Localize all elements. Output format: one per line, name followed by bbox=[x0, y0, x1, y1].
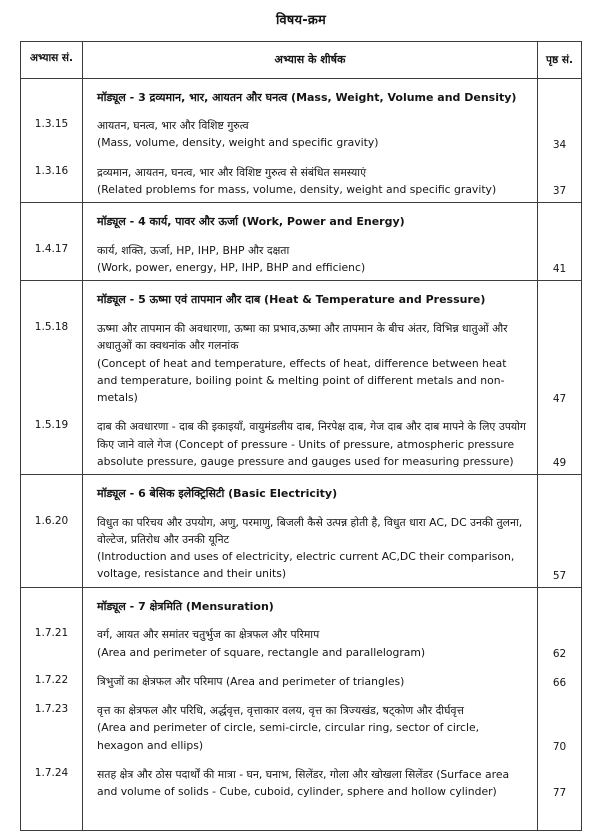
page-number-value: 49 bbox=[552, 457, 567, 470]
title-line-hindi: कार्य, शक्ति, ऊर्जा, HP, IHP, BHP और दक्षता bbox=[97, 243, 290, 257]
exercise-number: 1.7.21 bbox=[21, 618, 83, 665]
page-number bbox=[537, 758, 581, 805]
empty-cell bbox=[537, 203, 581, 234]
toc-row bbox=[21, 506, 581, 587]
exercise-title bbox=[83, 618, 537, 665]
toc-table bbox=[20, 41, 582, 831]
page-number-value: 47 bbox=[552, 393, 567, 406]
module-section-5 bbox=[21, 281, 581, 475]
toc-row bbox=[21, 665, 581, 694]
title-line-hindi: द्रव्यमान, आयतन, घनत्व, भार और विशिष्ट गुरुत्व से संबंधित समस्याएं bbox=[97, 165, 367, 179]
module-section-6 bbox=[21, 475, 581, 588]
module-section-4 bbox=[21, 203, 581, 281]
empty-cell bbox=[21, 79, 83, 110]
page-title: विषय-क्रम bbox=[275, 13, 326, 28]
exercise-number: 1.5.19 bbox=[21, 410, 83, 474]
empty-cell bbox=[83, 804, 537, 830]
exercise-title bbox=[83, 410, 537, 474]
toc-row bbox=[21, 694, 581, 758]
exercise-number: 1.3.16 bbox=[21, 156, 83, 203]
exercise-title bbox=[83, 506, 537, 587]
title-line-english: (Concept of heat and temperature, effects of heat, difference between heat and temperature, boiling point & melting point of different metals and non-metals) bbox=[97, 356, 507, 405]
title-line-hindi: ऊष्मा और तापमान की अवधारणा, ऊष्मा का प्रभाव,ऊष्मा और तापमान के बीच अंतर, विभिन्न धातुओं और अधातुओं का क्वथनांक और गलनांक bbox=[97, 321, 508, 353]
exercise-number: 1.5.18 bbox=[21, 312, 83, 410]
page-number-value: 34 bbox=[552, 138, 567, 151]
page-number-value: 77 bbox=[552, 787, 567, 800]
exercise-title bbox=[83, 665, 537, 694]
module-title: मॉड्यूल - 6 बेसिक इलेक्ट्रिसिटी (Basic Electricity) bbox=[97, 487, 338, 501]
module-header-row bbox=[21, 281, 581, 312]
module-title: मॉड्यूल - 5 ऊष्मा एवं तापमान और दाब (Heat & Temperature and Pressure) bbox=[97, 293, 486, 307]
header-page-no: पृष्ठ सं. bbox=[537, 42, 581, 78]
empty-cell bbox=[21, 588, 83, 619]
exercise-title bbox=[83, 312, 537, 410]
module-section-3 bbox=[21, 79, 581, 204]
empty-cell bbox=[21, 804, 83, 830]
title-line-english: (Mass, volume, density, weight and specific gravity) bbox=[97, 136, 379, 150]
module-title: मॉड्यूल - 4 कार्य, पावर और ऊर्जा (Work, Power and Energy) bbox=[97, 215, 405, 229]
exercise-number: 1.4.17 bbox=[21, 234, 83, 281]
page-number bbox=[537, 234, 581, 281]
page-number-value: 70 bbox=[552, 740, 567, 753]
empty-cell bbox=[537, 804, 581, 830]
exercise-title bbox=[83, 758, 537, 805]
toc-row bbox=[21, 312, 581, 410]
title-line-mixed: त्रिभुजों का क्षेत्रफल और परिमाप (Area and perimeter of triangles) bbox=[97, 674, 405, 688]
title-line-english: (Area and perimeter of circle, semi-circle, circular ring, sector of circle, hexagon and ellips) bbox=[97, 721, 480, 752]
title-line-english: (Work, power, energy, HP, IHP, BHP and efficienc) bbox=[97, 261, 366, 275]
header-exercise-title: अभ्यास के शीर्षक bbox=[274, 53, 346, 66]
empty-cell bbox=[537, 281, 581, 312]
page-number bbox=[537, 410, 581, 474]
empty-cell bbox=[21, 281, 83, 312]
module-title: मॉड्यूल - 7 क्षेत्रमिति (Mensuration) bbox=[97, 599, 274, 613]
exercise-title bbox=[83, 156, 537, 203]
page-number-value: 62 bbox=[552, 647, 567, 660]
toc-row bbox=[21, 758, 581, 805]
page-number bbox=[537, 109, 581, 156]
empty-cell bbox=[537, 588, 581, 619]
module-header-row bbox=[21, 475, 581, 506]
exercise-title bbox=[83, 234, 537, 281]
empty-cell bbox=[537, 79, 581, 110]
exercise-number: 1.7.24 bbox=[21, 758, 83, 805]
module-section-7 bbox=[21, 588, 581, 831]
exercise-number: 1.3.15 bbox=[21, 109, 83, 156]
title-line-english: (Introduction and uses of electricity, electric current AC,DC their comparison, voltage, resistance and their units) bbox=[97, 550, 515, 581]
header-exercise-no: अभ्यास सं. bbox=[21, 42, 83, 78]
title-line-mixed: दाब की अवधारणा - दाब की इकाइयाँ, वायुमंडलीय दाब, निरपेक्ष दाब, गेज दाब और दाब मापने के लिए उपयोग किए जाने वाले गेज (Concept of pressure - Units of pressure, atmospheric pressure absolute pressure, gauge pressure and gauges used for measuring pressure) bbox=[97, 420, 527, 468]
module-header-row bbox=[21, 79, 581, 110]
page-number bbox=[537, 694, 581, 758]
exercise-title bbox=[83, 109, 537, 156]
page-number-value: 41 bbox=[552, 263, 567, 276]
page-number bbox=[537, 312, 581, 410]
title-line-hindi: आयतन, घनत्व, भार और विशिष्ट गुरुत्व bbox=[97, 119, 249, 133]
exercise-number: 1.6.20 bbox=[21, 506, 83, 587]
title-line-english: (Area and perimeter of square, rectangle and parallelogram) bbox=[97, 645, 426, 659]
page-number-value: 66 bbox=[552, 677, 567, 690]
toc-row bbox=[21, 156, 581, 203]
title-line-mixed: सतह क्षेत्र और ठोस पदार्थों की मात्रा - घन, घनाभ, सिलेंडर, गोला और खोखला सिलेंडर (Surface area and volume of solids - Cube, cuboid, cylinder, sphere and hollow cylinder) bbox=[97, 767, 510, 799]
page-number-value: 57 bbox=[552, 569, 567, 582]
spacer-row bbox=[21, 804, 581, 830]
toc-row bbox=[21, 410, 581, 474]
module-header-row bbox=[21, 588, 581, 619]
toc-row bbox=[21, 618, 581, 665]
module-title: मॉड्यूल - 3 द्रव्यमान, भार, आयतन और घनत्व (Mass, Weight, Volume and Density) bbox=[97, 90, 517, 104]
title-line-hindi: विधुत का परिचय और उपयोग, अणु, परमाणु, बिजली कैसे उत्पन्न होती है, विधुत धारा AC, DC उनकी तुलना, वोल्टेज, प्रतिरोध और उनकी यूनिट bbox=[97, 515, 523, 546]
module-header-row bbox=[21, 203, 581, 234]
exercise-title bbox=[83, 694, 537, 758]
title-line-hindi: वृत्त का क्षेत्रफल और परिधि, अर्द्धवृत्त, वृत्ताकार वलय, वृत्त का त्रिज्यखंड, षट्कोण और दीर्घवृत्त bbox=[97, 704, 464, 718]
empty-cell bbox=[537, 475, 581, 506]
page-number bbox=[537, 506, 581, 587]
page-number-value: 37 bbox=[552, 185, 567, 198]
exercise-number: 1.7.23 bbox=[21, 694, 83, 758]
page-number bbox=[537, 618, 581, 665]
table-header-row bbox=[21, 42, 581, 79]
toc-row bbox=[21, 109, 581, 156]
exercise-number: 1.7.22 bbox=[21, 665, 83, 694]
empty-cell bbox=[21, 475, 83, 506]
title-line-hindi: वर्ग, आयत और समांतर चतुर्भुज का क्षेत्रफल और परिमाप bbox=[97, 628, 320, 642]
title-line-english: (Related problems for mass, volume, density, weight and specific gravity) bbox=[97, 182, 497, 196]
page-number bbox=[537, 156, 581, 203]
toc-row bbox=[21, 234, 581, 281]
empty-cell bbox=[21, 203, 83, 234]
page-number bbox=[537, 665, 581, 694]
